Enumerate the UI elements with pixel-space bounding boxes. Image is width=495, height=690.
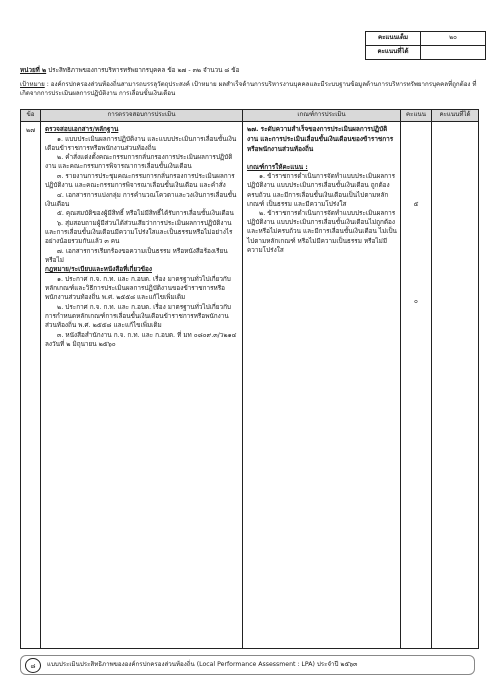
- full-score-value: ๒๐: [421, 32, 486, 46]
- obtained-cell: [432, 122, 479, 649]
- header-criteria: เกณฑ์การประเมิน: [243, 110, 401, 122]
- table-header-row: [21, 110, 479, 122]
- criteria-item: ๒. ข้าราชการดำเนินการจัดทำแบบประเมินผลการปฏิบัติงาน แบบประเมินการเลื่อนขั้นเงินเดือนไม่ถูกต้องและหรือไม่ครบถ้วน และมีการเลื่อนขั้นเงินเดือน ไม่เป็นไปตามหลักเกณฑ์ หรือไม่มีความเป็นธรรม หรือไม่มีความโปร่งใส: [247, 209, 397, 254]
- check-item: ๖. สุ่มสอบถามผู้มีส่วนได้ส่วนเสียว่าการประเมินผลการปฏิบัติงาน และการเลื่อนขั้นเงินเดือนมีความโปร่งใสและเป็นธรรมหรือไม่อย่างไร อย่างน้อยรวมกันแล้ว ๓ คน: [45, 218, 233, 246]
- obtained-score-label: คะแนนที่ได้: [366, 46, 421, 60]
- score-value: ๕: [413, 200, 419, 208]
- goal-paragraph: [20, 80, 480, 99]
- check-item: ๒. คำสั่งแต่งตั้งคณะกรรมการกลั่นกรองการประเมินผลการปฏิบัติงาน และคณะกรรมการพิจารณาการเลื่อนขั้นเงินเดือน: [45, 153, 233, 171]
- header-obtained: คะแนนที่ได้: [432, 110, 479, 122]
- unit-title: หน่วยที่ ๒: [20, 67, 47, 74]
- full-score-label: คะแนนเต็ม: [366, 32, 421, 46]
- goal-label: เป้าหมาย: [20, 81, 45, 88]
- law-item: ๑. ประกาศ ก.จ. ก.ท. และ ก.อบต. เรื่อง มาตรฐานทั่วไปเกี่ยวกับหลักเกณฑ์และวิธีการประเมินผลการปฏิบัติงานของข้าราชการหรือพนักงานส่วนท้องถิ่น พ.ศ. ๒๕๕๘ และแก้ไขเพิ่มเติม: [45, 275, 231, 302]
- header-score: คะแนน: [401, 110, 432, 122]
- check-item: ๗. เอกสารการเรียกร้องขอความเป็นธรรม หรือหนังสือร้องเรียนหรือไม่: [45, 246, 228, 264]
- page-number: ๘: [25, 658, 41, 673]
- law-heading: กฎหมาย/ระเบียบและหนังสือที่เกี่ยวข้อง: [45, 265, 152, 274]
- page-footer: [20, 655, 475, 675]
- goal-text: : องค์กรปกครองส่วนท้องถิ่นสามารถบรรลุวัตถุประสงค์ เป้าหมาย ผลสำเร็จด้านการบริหารงานบุคคลและมีระบบฐานข้อมูลด้านการบริหารทรัพยากรบุคคลที่ถูกต้อง ที่เกิดจากการประเมินผลการปฏิบัติงาน การเลื่อนขั้นเงินเดือน: [20, 81, 477, 98]
- check-heading: ตรวจสอบเอกสาร/หลักฐาน: [45, 125, 119, 133]
- unit-heading: [20, 67, 480, 76]
- check-item: ๕. คุณสมบัติของผู้มีสิทธิ์ หรือไม่มีสิทธิ์ได้รับการเลื่อนขั้นเงินเดือน: [57, 209, 234, 218]
- check-item: ๓. รายงานการประชุมคณะกรรมการกลั่นกรองการประเมินผลการปฏิบัติงาน และคณะกรรมการพิจารณาเลื่อนขั้นเงินเดือน และคำสั่ง: [45, 171, 235, 190]
- header-check: การตรวจสอบการประเมิน: [41, 110, 243, 122]
- law-item: ๒. ประกาศ ก.จ. ก.ท. และ ก.อบต. เรื่อง มาตรฐานทั่วไปเกี่ยวกับการกำหนดหลักเกณฑ์การเลื่อนขั้นเงินเดือนข้าราชการหรือพนักงานส่วนท้องถิ่น พ.ศ. ๒๕๕๘ และแก้ไขเพิ่มเติม: [45, 302, 231, 329]
- check-cell: [41, 122, 243, 649]
- header-item-no: ข้อ: [21, 110, 41, 122]
- item-number: ๒๗: [21, 122, 41, 649]
- table-row: [21, 122, 479, 649]
- score-value: ๐: [414, 297, 418, 306]
- law-item: ๓. หนังสือสำนักงาน ก.จ. ก.ท. และ ก.อบต. ที่ มท ๐๘๐๙.๓/ว๒๑๔ ลงวันที่ ๒ มิถุนายน ๒๕๖๐: [45, 330, 237, 348]
- obtained-score-value: [421, 46, 486, 60]
- score-cell: [401, 122, 432, 649]
- criteria-item: ๑. ข้าราชการดำเนินการจัดทำแบบประเมินผลการปฏิบัติงาน แบบประเมินการเลื่อนขั้นเงินเดือน ถูกต้อง ครบถ้วน และมีการเลื่อนขั้นเงินเดือนเป็นไปตามหลักเกณฑ์ เป็นธรรม และมีความโปร่งใส: [247, 172, 396, 208]
- footer-text: แบบประเมินประสิทธิภาพขององค์กรปกครองส่วนท้องถิ่น (Local Performance Assessment : LPA) ประจำปี ๒๕๖๓: [47, 661, 358, 668]
- unit-description: ประสิทธิภาพของการบริหารทรัพยากรบุคคล ข้อ ๒๗ - ๓๒ จำนวน ๘ ข้อ: [46, 67, 240, 74]
- check-item: ๔. เอกสารการแบ่งกลุ่ม การคำนวณโควตาและวงเงินการเลื่อนขั้นเงินเดือน: [45, 190, 237, 208]
- criteria-subheading: เกณฑ์การให้คะแนน :: [247, 162, 308, 171]
- assessment-table: [20, 109, 479, 649]
- criteria-heading: ๒๗. ระดับความสำเร็จของการประเมินผลการปฏิบัติงาน และการประเมินเลื่อนขั้นเงินเดือนของข้าราชการหรือพนักงานส่วนท้องถิ่น: [247, 125, 394, 153]
- criteria-cell: [243, 122, 401, 649]
- check-item: ๑. แบบประเมินผลการปฏิบัติงาน และแบบประเมินการเลื่อนขั้นเงินเดือนข้าราชการหรือพนักงานส่วนท้องถิ่น: [45, 134, 237, 152]
- score-box: [365, 31, 486, 60]
